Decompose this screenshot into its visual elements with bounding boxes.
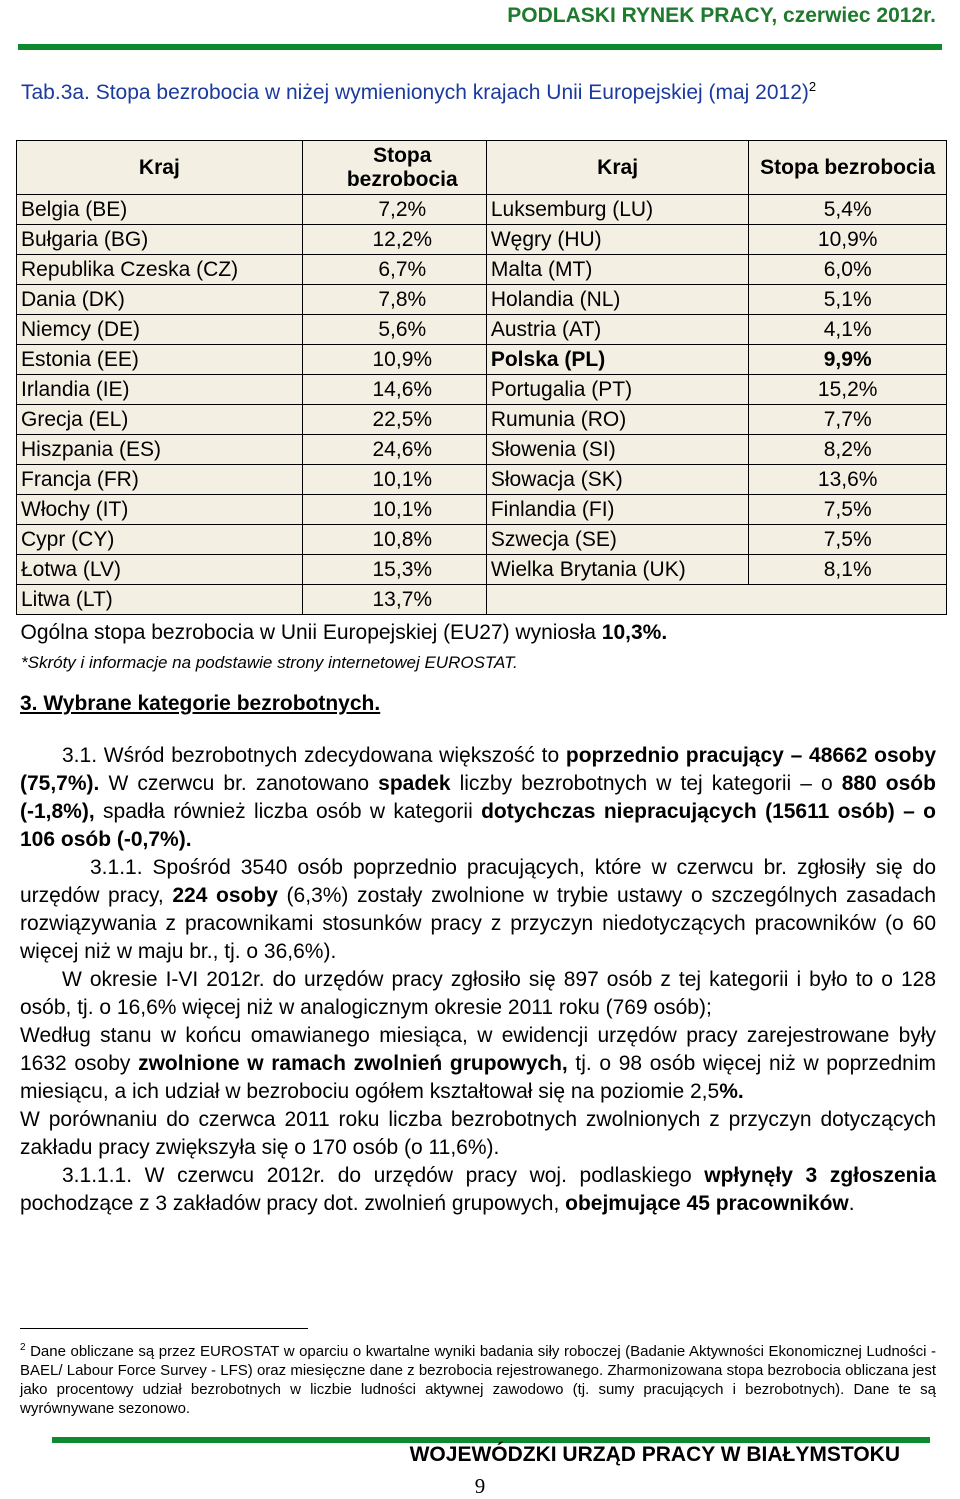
table-cell: 9,9% — [749, 345, 947, 375]
table-cell: 22,5% — [302, 405, 486, 435]
table-cell: Węgry (HU) — [486, 225, 749, 255]
page-number: 9 — [474, 1474, 486, 1498]
table-cell: 6,7% — [302, 255, 486, 285]
table-cell: Słowenia (SI) — [486, 435, 749, 465]
unemployment-table — [16, 140, 947, 649]
paragraph-group-layoffs — [20, 1022, 936, 1106]
table-cell: Grecja (EL) — [17, 405, 303, 435]
table-cell: Malta (MT) — [486, 255, 749, 285]
header-rate: Stopa bezrobocia — [302, 141, 486, 195]
table-cell: Republika Czeska (CZ) — [17, 255, 303, 285]
table-cell: Cypr (CY) — [17, 525, 303, 555]
table-cell: Wielka Brytania (UK) — [486, 555, 749, 585]
footnote-marker: 2 — [20, 1342, 26, 1353]
table-row — [17, 585, 947, 615]
table-header-row — [17, 141, 947, 195]
table-row — [17, 405, 947, 435]
table-row — [17, 255, 947, 285]
paragraph-3-1 — [20, 742, 936, 854]
table-cell: 10,9% — [749, 225, 947, 255]
table-cell: Polska (PL) — [486, 345, 749, 375]
table-cell: 7,5% — [749, 495, 947, 525]
text-span: 3.1.1. Spośród 3540 osób poprzednio pracujących, które w czerwcu br. zgłosiły się do urzędów pracy, — [20, 856, 936, 907]
table-cell: Szwecja (SE) — [486, 525, 749, 555]
table-cell: 7,7% — [749, 405, 947, 435]
table-row — [17, 525, 947, 555]
table-title — [21, 74, 941, 106]
table-cell: 10,1% — [302, 465, 486, 495]
table-cell: Holandia (NL) — [486, 285, 749, 315]
table-cell: Austria (AT) — [486, 315, 749, 345]
header-country: Kraj — [17, 141, 303, 195]
eu-total — [17, 615, 947, 650]
text-span: . — [848, 1192, 855, 1215]
table-cell: 13,7% — [302, 585, 486, 615]
text-span: pochodzące z 3 zakładów pracy dot. zwolnień grupowych, — [20, 1192, 566, 1215]
table-cell: Słowacja (SK) — [486, 465, 749, 495]
table-row — [17, 435, 947, 465]
footnote — [20, 1338, 936, 1418]
table-cell: Finlandia (FI) — [486, 495, 749, 525]
footnote-divider — [20, 1328, 308, 1329]
eu-total-label: Ogólna stopa bezrobocia w Unii Europejskiej (EU27) wyniosła — [20, 620, 602, 644]
table-cell: Luksemburg (LU) — [486, 195, 749, 225]
text-span: liczby bezrobotnych w tej kategorii – o — [450, 772, 842, 795]
table-row — [17, 465, 947, 495]
paragraph-3-1-1-1 — [20, 1162, 936, 1218]
empty-cell — [486, 585, 946, 615]
table-title-text: Tab.3a. Stopa bezrobocia w niżej wymienionych krajach Unii Europejskiej (maj 2012) — [21, 81, 809, 104]
table-title-footnote-ref: 2 — [808, 79, 817, 94]
bold-span: dotychczas niepracujących (15611 osób) – o 106 osób (-0,7%). — [20, 800, 936, 851]
text-span: spadła również liczba osób w kategorii — [94, 800, 482, 823]
header-country-2: Kraj — [486, 141, 749, 195]
table-cell: 4,1% — [749, 315, 947, 345]
table-cell: 12,2% — [302, 225, 486, 255]
bold-span: obejmujące 45 pracowników — [565, 1192, 849, 1215]
footnote-text: Dane obliczane są przez EUROSTAT w oparciu o kwartalne wyniki badania siły roboczej (Badanie Aktywności Ekonomicznej Ludności - BAEL/ Labour Force Survey - LFS) oraz miesięczne dane z bezrobocia rejestrowanego. Zharmonizowana stopa bezrobocia obliczana jest jako procentowy udział bezrobotnych w liczbie ludności aktywnej zawodowo (tj. sumy pracujących i bezrobotnych). Dane te są wyrównywane sezonowo. — [20, 1343, 936, 1417]
table-cell: 10,8% — [302, 525, 486, 555]
table-row — [17, 375, 947, 405]
eu-total-value: 10,3%. — [601, 620, 668, 644]
table-row — [17, 195, 947, 225]
footer-organization: WOJEWÓDZKI URZĄD PRACY W BIAŁYMSTOKU — [409, 1443, 900, 1466]
table-row — [17, 315, 947, 345]
total-row — [17, 615, 947, 650]
bold-span: wpłynęły 3 zgłoszenia — [704, 1164, 937, 1187]
table-cell: 14,6% — [302, 375, 486, 405]
bold-span: poprzednio pracujący – 48662 osoby (75,7%). — [20, 744, 936, 795]
text-span: tj. o 98 osób więcej niż w poprzednim miesiącu, a ich udział w bezrobociu ogółem kształtował się na poziomie 2,5 — [20, 1052, 936, 1103]
table-cell: Dania (DK) — [17, 285, 303, 315]
text-span: Według stanu w końcu omawianego miesiąca, w ewidencji urzędów pracy zarejestrowane były 1632 osoby — [20, 1024, 936, 1075]
text-span: (6,3%) zostały zwolnione w trybie ustawy o szczególnych zasadach rozwiązywania z pracownikami stosunków pracy z przyczyn niedotyczących pracowników (o 60 więcej niż w maju br., tj. o 36,6%). — [20, 884, 937, 963]
table-cell: Rumunia (RO) — [486, 405, 749, 435]
table-cell: 10,1% — [302, 495, 486, 525]
table-row — [17, 345, 947, 375]
table-cell: Hiszpania (ES) — [17, 435, 303, 465]
table-cell: Bułgaria (BG) — [17, 225, 303, 255]
page-header-title: PODLASKI RYNEK PRACY, czerwiec 2012r. — [507, 4, 936, 27]
table-cell: Litwa (LT) — [17, 585, 303, 615]
bold-span: zwolnione w ramach zwolnień grupowych, — [138, 1052, 568, 1075]
source-note: *Skróty i informacje na podstawie strony internetowej EUROSTAT. — [21, 653, 518, 672]
table-cell: 5,4% — [749, 195, 947, 225]
table-row — [17, 285, 947, 315]
header-divider — [18, 44, 942, 50]
table-cell: Portugalia (PT) — [486, 375, 749, 405]
paragraph-comparison: W porównaniu do czerwca 2011 roku liczba bezrobotnych zwolnionych z przyczyn dotyczących zakładu pracy zwiększyła się o 170 osób (o 11,6%). — [20, 1108, 936, 1159]
bold-span: spadek — [378, 772, 451, 795]
text-span: W czerwcu br. zanotowano — [99, 772, 379, 795]
paragraph-period: W okresie I-VI 2012r. do urzędów pracy zgłosiło się 897 osób z tej kategorii i było to o 128 osób, tj. o 16,6% więcej niż w analogicznym okresie 2011 roku (769 osób); — [20, 968, 936, 1019]
bold-span: 224 osoby — [172, 884, 278, 907]
table-cell: 6,0% — [749, 255, 947, 285]
body-text — [20, 742, 936, 1218]
table-cell: 24,6% — [302, 435, 486, 465]
paragraph-3-1-1 — [20, 854, 936, 966]
table-cell: Estonia (EE) — [17, 345, 303, 375]
table-cell: 8,1% — [749, 555, 947, 585]
table-row — [17, 495, 947, 525]
table-row — [17, 555, 947, 585]
table-cell: 7,8% — [302, 285, 486, 315]
table-cell: Niemcy (DE) — [17, 315, 303, 345]
table-cell: 5,1% — [749, 285, 947, 315]
bold-span: %. — [719, 1080, 744, 1103]
table-cell: 5,6% — [302, 315, 486, 345]
table-cell: 13,6% — [749, 465, 947, 495]
table-cell: Belgia (BE) — [17, 195, 303, 225]
table-cell: Łotwa (LV) — [17, 555, 303, 585]
text-span: 3.1. Wśród bezrobotnych zdecydowana większość to — [62, 744, 566, 767]
bold-span: 880 osób (-1,8%), — [20, 772, 936, 823]
table-cell: 7,5% — [749, 525, 947, 555]
text-span: 3.1.1.1. W czerwcu 2012r. do urzędów pracy woj. podlaskiego — [62, 1164, 705, 1187]
table-cell: Irlandia (IE) — [17, 375, 303, 405]
table-row — [17, 225, 947, 255]
section-heading: 3. Wybrane kategorie bezrobotnych. — [20, 692, 381, 715]
table-cell: 7,2% — [302, 195, 486, 225]
table-cell: 10,9% — [302, 345, 486, 375]
table-cell: Francja (FR) — [17, 465, 303, 495]
table-cell: 15,3% — [302, 555, 486, 585]
table-cell: 8,2% — [749, 435, 947, 465]
header-rate-2: Stopa bezrobocia — [749, 141, 947, 195]
table-cell: 15,2% — [749, 375, 947, 405]
table-cell: Włochy (IT) — [17, 495, 303, 525]
